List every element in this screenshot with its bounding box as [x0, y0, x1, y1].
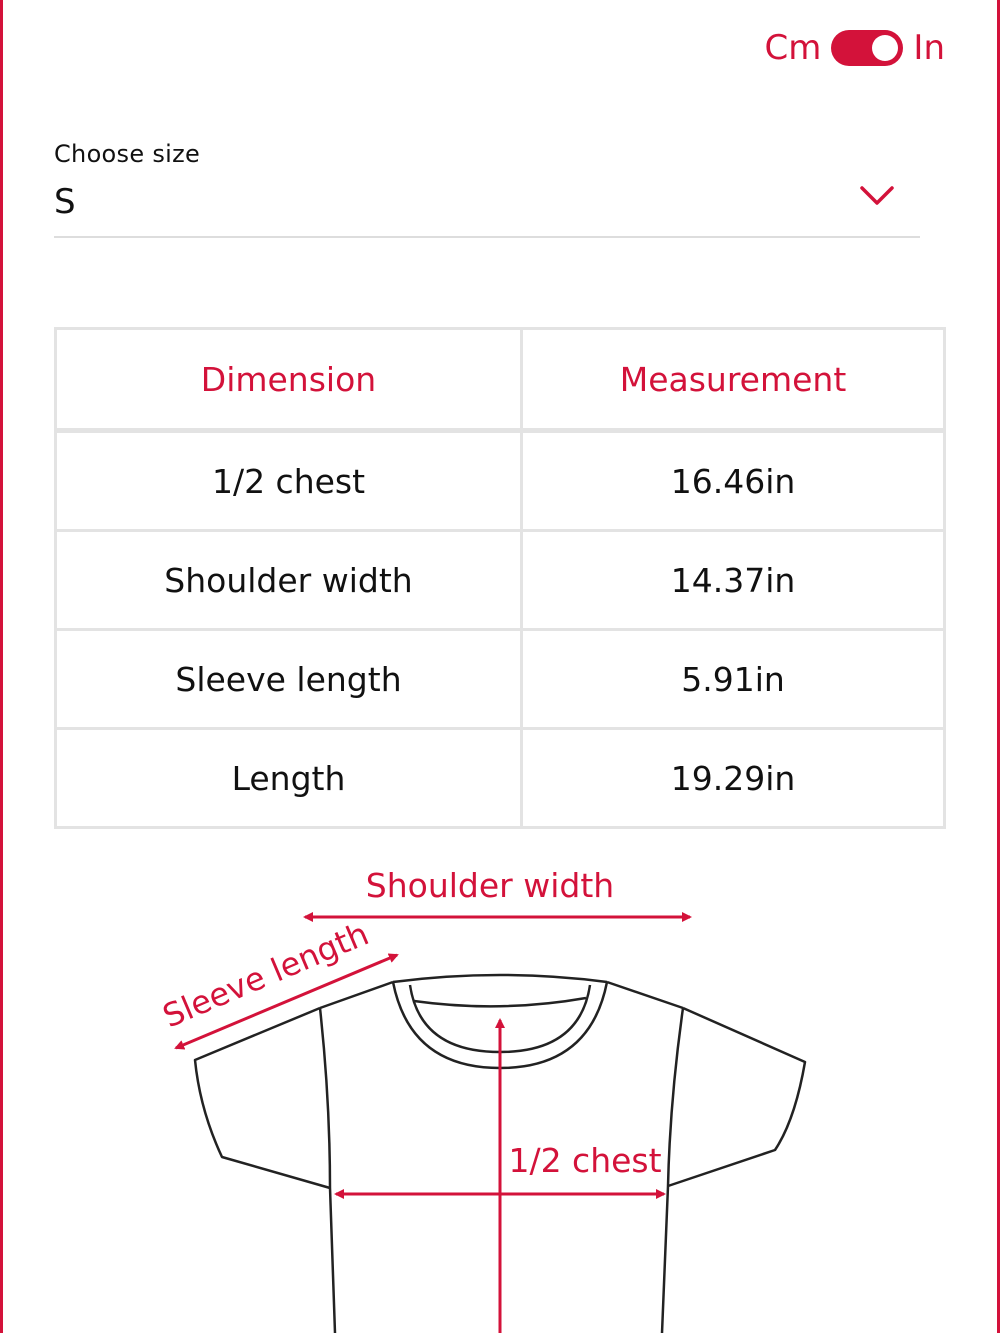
table-row — [56, 531, 945, 630]
tshirt-measurement-diagram — [0, 850, 1000, 1333]
header-measurement: Measurement — [522, 329, 945, 431]
table-header-row — [56, 329, 945, 431]
half-chest-label: 1/2 chest — [508, 1141, 662, 1180]
unit-switch[interactable] — [831, 30, 903, 66]
dimension-cell: Length — [56, 729, 522, 828]
unit-label-cm[interactable]: Cm — [764, 28, 822, 68]
sleeve-length-label: Sleeve length — [157, 914, 375, 1036]
size-select-label: Choose size — [54, 140, 201, 168]
measurement-cell: 5.91in — [522, 630, 945, 729]
unit-label-in[interactable]: In — [913, 28, 945, 68]
dimension-cell: Sleeve length — [56, 630, 522, 729]
table-row — [56, 431, 945, 531]
chevron-down-icon — [858, 182, 896, 210]
dimension-cell: Shoulder width — [56, 531, 522, 630]
table-row — [56, 729, 945, 828]
size-dropdown[interactable] — [54, 182, 920, 238]
header-dimension: Dimension — [56, 329, 522, 431]
switch-knob — [872, 35, 898, 61]
selected-size: S — [54, 182, 76, 222]
measurement-cell: 19.29in — [522, 729, 945, 828]
measurement-cell: 14.37in — [522, 531, 945, 630]
measurement-cell: 16.46in — [522, 431, 945, 531]
size-select — [54, 140, 920, 238]
unit-toggle — [765, 30, 945, 66]
shoulder-width-label: Shoulder width — [365, 866, 615, 905]
table-row — [56, 630, 945, 729]
dimension-cell: 1/2 chest — [56, 431, 522, 531]
size-table — [54, 327, 946, 829]
